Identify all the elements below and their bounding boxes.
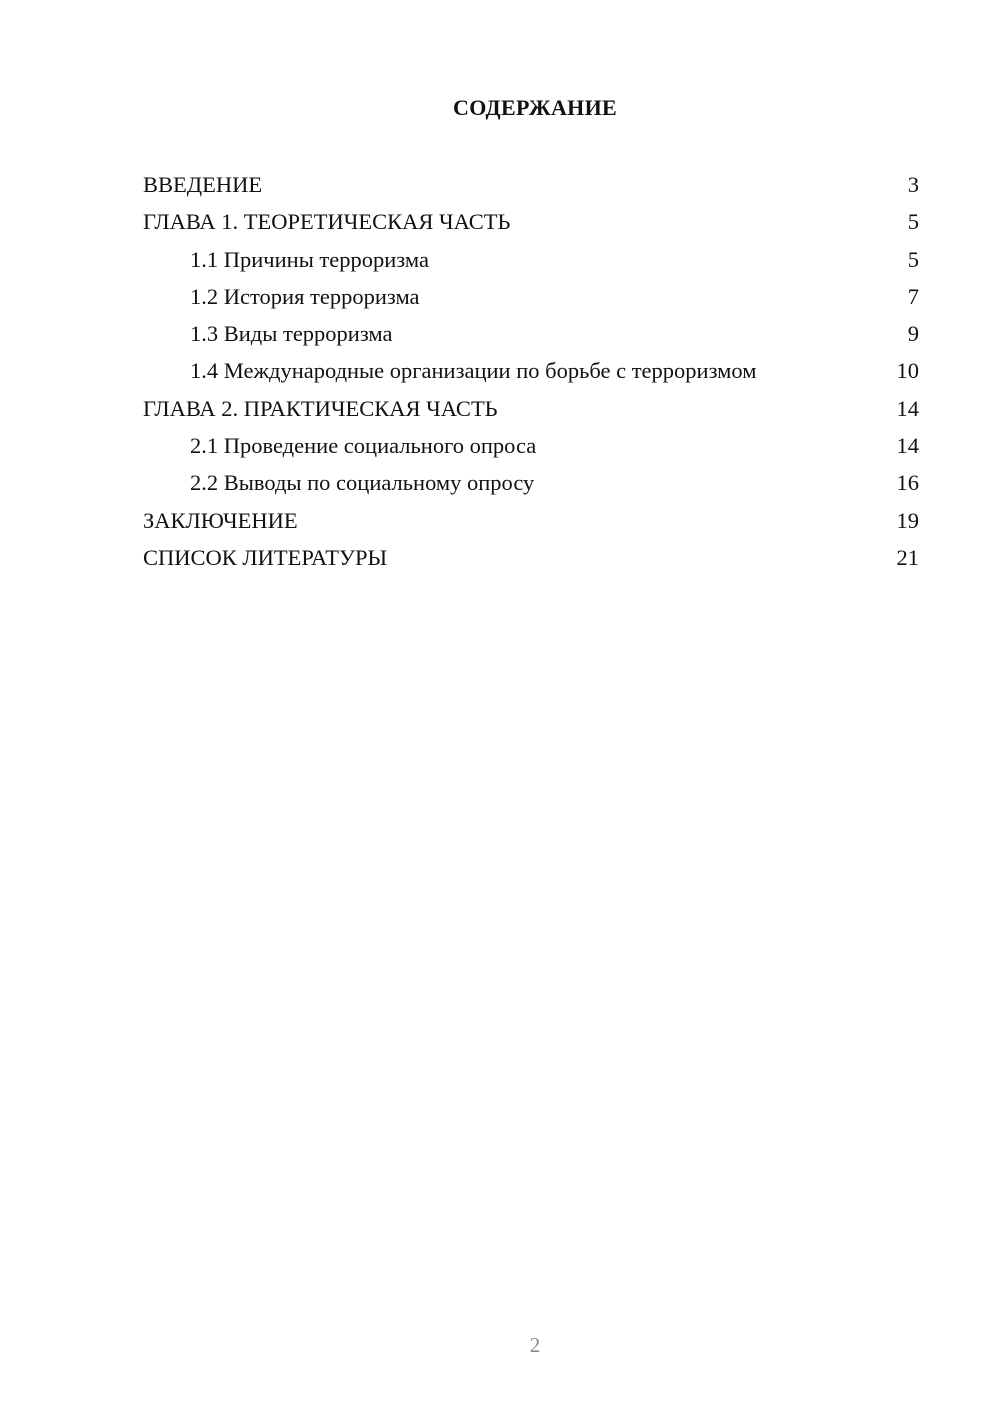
toc-entry-section-1-1 <box>143 243 919 280</box>
toc-entry-references <box>143 541 919 578</box>
toc-entry-label: СПИСОК ЛИТЕРАТУРЫ <box>143 544 388 570</box>
toc-entry-page: 10 <box>896 358 919 384</box>
toc-entry-page: 9 <box>907 321 919 347</box>
toc-entry-page: 14 <box>896 433 919 459</box>
toc-entry-label: 1.2 История терроризма <box>190 283 420 309</box>
toc-entry-label: 1.4 Международные организации по борьбе с терроризмом <box>190 358 757 384</box>
toc-entry-label: 2.2 Выводы по социальному опросу <box>190 470 535 496</box>
toc-entry-page: 7 <box>907 283 919 309</box>
toc-entry-page: 16 <box>896 470 919 496</box>
toc-entry-section-2-2 <box>143 466 919 503</box>
toc-entry-label: ГЛАВА 1. ТЕОРЕТИЧЕСКАЯ ЧАСТЬ <box>143 209 511 235</box>
toc-entry-chapter-2 <box>143 392 919 429</box>
page-number: 2 <box>529 1333 541 1357</box>
toc-entry-label: ВВЕДЕНИЕ <box>143 172 263 197</box>
toc-entry-page: 21 <box>896 544 919 570</box>
toc-entry-section-1-2 <box>143 280 919 317</box>
toc-entry-label: 1.1 Причины терроризма <box>190 246 429 272</box>
toc-entry-chapter-1 <box>143 205 919 242</box>
toc-entry-section-1-3 <box>143 317 919 354</box>
toc-entry-section-1-4 <box>143 354 919 391</box>
table-of-contents <box>143 168 919 578</box>
toc-entry-page: 19 <box>896 507 919 533</box>
toc-entry-label: 2.1 Проведение социального опроса <box>190 433 537 459</box>
toc-entry-page: 5 <box>907 246 919 272</box>
toc-entry-page: 14 <box>896 395 919 421</box>
toc-entry-label: ЗАКЛЮЧЕНИЕ <box>143 507 298 533</box>
toc-entry-introduction <box>143 168 919 205</box>
toc-entry-label: ГЛАВА 2. ПРАКТИЧЕСКАЯ ЧАСТЬ <box>143 395 498 421</box>
toc-entry-conclusion <box>143 504 919 541</box>
toc-title: СОДЕРЖАНИЕ <box>453 95 617 120</box>
toc-entry-page: 5 <box>907 209 919 235</box>
toc-entry-page: 3 <box>907 172 919 197</box>
toc-entry-section-2-1 <box>143 429 919 466</box>
toc-entry-label: 1.3 Виды терроризма <box>190 321 393 347</box>
